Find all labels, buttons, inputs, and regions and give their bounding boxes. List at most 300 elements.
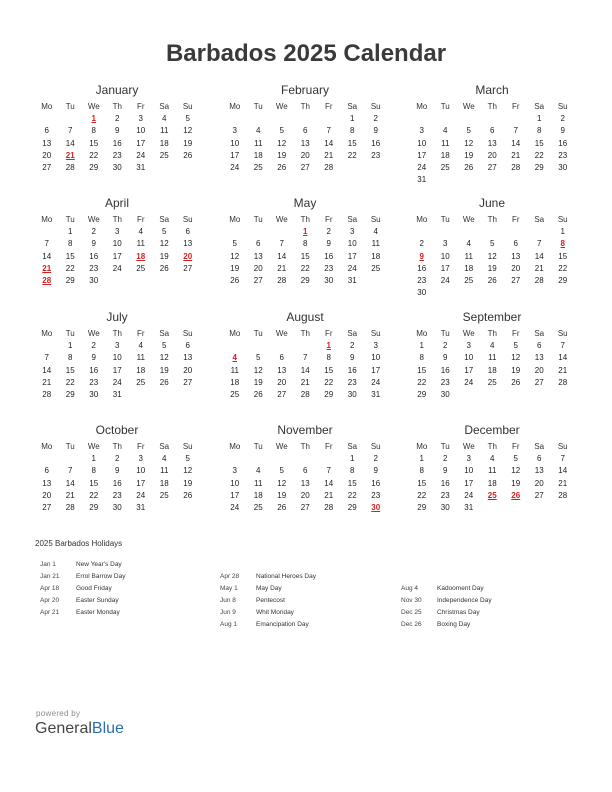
- weekday-header: Tu: [253, 329, 263, 338]
- month-march: [410, 83, 574, 186]
- holiday-name: Easter Monday: [76, 609, 120, 616]
- day: 28: [277, 275, 287, 285]
- day: 5: [185, 454, 190, 464]
- day: 28: [65, 162, 75, 172]
- empty-day: [223, 113, 247, 125]
- day: 18: [487, 365, 497, 375]
- day: 31: [347, 275, 357, 285]
- day: 30: [558, 162, 568, 172]
- day: 4: [490, 454, 495, 464]
- weekday-header: Mo: [41, 329, 53, 338]
- day: 25: [487, 377, 497, 387]
- day: 10: [136, 126, 146, 136]
- day: 29: [558, 275, 568, 285]
- day: 13: [300, 138, 310, 148]
- holiday-name: Good Friday: [76, 585, 112, 592]
- day: 4: [443, 126, 448, 136]
- holiday-day: 25: [487, 490, 497, 500]
- holiday-row: [401, 595, 492, 607]
- day: 2: [115, 114, 120, 124]
- weekday-header: We: [462, 329, 475, 338]
- day: 28: [558, 490, 568, 500]
- empty-day: [35, 340, 59, 352]
- day: 22: [347, 490, 357, 500]
- empty-day: [410, 113, 434, 125]
- empty-day: [434, 113, 458, 125]
- holiday-name: National Heroes Day: [256, 573, 316, 580]
- day: 21: [65, 490, 75, 500]
- day: 9: [91, 239, 96, 249]
- weekday-header: Th: [487, 442, 497, 451]
- day: 6: [303, 466, 308, 476]
- day: 24: [371, 377, 381, 387]
- day: 22: [89, 150, 99, 160]
- day: 27: [300, 162, 310, 172]
- weekday-header: Mo: [416, 442, 428, 451]
- day: 17: [136, 138, 146, 148]
- holiday-row: [401, 583, 492, 595]
- day: 17: [464, 478, 474, 488]
- day: 23: [89, 263, 99, 273]
- day: 13: [277, 365, 287, 375]
- month-name: May: [293, 196, 317, 210]
- day: 19: [159, 251, 169, 261]
- day: 26: [253, 389, 263, 399]
- day: 6: [279, 353, 284, 363]
- day: 17: [112, 251, 122, 261]
- empty-day: [481, 113, 505, 125]
- day: 19: [511, 365, 521, 375]
- day: 15: [534, 138, 544, 148]
- day: 24: [417, 162, 427, 172]
- day: 23: [371, 150, 381, 160]
- day: 16: [324, 251, 334, 261]
- weekday-header: Mo: [416, 215, 428, 224]
- day: 14: [558, 353, 568, 363]
- day: 8: [350, 466, 355, 476]
- empty-day: [294, 113, 318, 125]
- empty-day: [457, 113, 481, 125]
- day: 13: [534, 353, 544, 363]
- day: 2: [443, 341, 448, 351]
- day: 22: [534, 150, 544, 160]
- day: 16: [112, 478, 122, 488]
- day: 30: [347, 389, 357, 399]
- day: 27: [511, 275, 521, 285]
- day: 26: [464, 162, 474, 172]
- day: 13: [183, 353, 193, 363]
- day: 8: [68, 239, 73, 249]
- month-name: February: [280, 83, 330, 97]
- day: 8: [537, 126, 542, 136]
- day: 13: [300, 478, 310, 488]
- day: 29: [300, 275, 310, 285]
- day: 5: [232, 239, 237, 249]
- day: 22: [417, 377, 427, 387]
- day: 17: [417, 150, 427, 160]
- weekday-header: Su: [370, 442, 381, 451]
- weekday-header: Fr: [511, 215, 520, 224]
- weekday-header: Fr: [136, 329, 145, 338]
- weekday-header: Fr: [324, 329, 333, 338]
- powered-by-label: powered by: [36, 709, 81, 718]
- day: 15: [558, 251, 568, 261]
- weekday-header: Su: [370, 329, 381, 338]
- holiday-row: [220, 571, 316, 583]
- holiday-day: 1: [303, 227, 308, 237]
- day: 27: [534, 377, 544, 387]
- day: 14: [558, 466, 568, 476]
- weekday-header: Fr: [136, 442, 145, 451]
- holiday-name: Kadooment Day: [437, 585, 484, 592]
- day: 11: [488, 353, 497, 363]
- brand-blue: Blue: [91, 720, 124, 737]
- day: 3: [466, 454, 471, 464]
- weekday-header: Su: [370, 215, 381, 224]
- day: 2: [91, 227, 96, 237]
- holiday-date: Apr 18: [40, 585, 60, 592]
- day: 25: [440, 162, 450, 172]
- day: 25: [136, 377, 146, 387]
- month-july: [35, 310, 199, 401]
- holiday-date: Jun 9: [220, 609, 236, 616]
- day: 13: [534, 466, 544, 476]
- day: 23: [371, 490, 381, 500]
- weekday-header: We: [462, 215, 475, 224]
- day: 22: [324, 377, 334, 387]
- holidays-title: 2025 Barbados Holidays: [35, 539, 123, 548]
- day: 31: [112, 389, 122, 399]
- day: 10: [440, 251, 450, 261]
- holidays-column: [220, 571, 316, 631]
- day: 4: [138, 227, 143, 237]
- day: 9: [115, 466, 120, 476]
- day: 20: [42, 150, 52, 160]
- day: 16: [89, 251, 99, 261]
- weekday-header: Th: [300, 102, 310, 111]
- day: 30: [417, 288, 427, 298]
- day: 26: [277, 162, 287, 172]
- day: 15: [65, 251, 75, 261]
- day: 4: [466, 239, 471, 249]
- day: 21: [534, 263, 544, 273]
- day: 1: [419, 454, 424, 464]
- weekday-header: We: [275, 442, 288, 451]
- day: 24: [230, 502, 240, 512]
- empty-day: [223, 226, 247, 238]
- day: 6: [303, 126, 308, 136]
- weekday-header: Mo: [229, 442, 241, 451]
- day: 23: [440, 377, 450, 387]
- day: 25: [159, 490, 169, 500]
- holidays-column: [40, 559, 125, 619]
- weekday-header: Tu: [253, 442, 263, 451]
- day: 19: [487, 263, 497, 273]
- weekday-header: Sa: [159, 329, 170, 338]
- day: 17: [347, 251, 357, 261]
- day: 14: [42, 365, 52, 375]
- empty-day: [294, 340, 318, 352]
- weekday-header: Fr: [136, 215, 145, 224]
- day: 10: [136, 466, 146, 476]
- day: 16: [371, 138, 381, 148]
- day: 9: [91, 353, 96, 363]
- weekday-header: Su: [182, 102, 193, 111]
- day: 10: [230, 138, 240, 148]
- holiday-name: Errol Barrow Day: [76, 573, 126, 580]
- holiday-row: [401, 619, 492, 631]
- day: 26: [277, 502, 287, 512]
- day: 12: [230, 251, 240, 261]
- day: 13: [183, 239, 193, 249]
- month-name: November: [277, 423, 333, 437]
- day: 27: [183, 377, 193, 387]
- day: 12: [253, 365, 263, 375]
- day: 24: [464, 377, 474, 387]
- day: 24: [230, 162, 240, 172]
- day: 5: [162, 227, 167, 237]
- month-november: [223, 423, 387, 514]
- empty-day: [59, 113, 83, 125]
- day: 1: [350, 454, 355, 464]
- day: 21: [300, 377, 310, 387]
- day: 8: [350, 126, 355, 136]
- weekday-header: We: [462, 102, 475, 111]
- day: 11: [136, 353, 145, 363]
- day: 22: [300, 263, 310, 273]
- weekday-header: Mo: [229, 215, 241, 224]
- day: 30: [89, 275, 99, 285]
- holiday-day: 30: [371, 502, 381, 512]
- day: 29: [324, 389, 334, 399]
- day: 22: [89, 490, 99, 500]
- holiday-date: Jan 21: [40, 573, 60, 580]
- day: 7: [68, 466, 73, 476]
- day: 10: [371, 353, 381, 363]
- day: 26: [183, 490, 193, 500]
- holiday-day: 26: [511, 490, 521, 500]
- month-name: March: [475, 83, 509, 97]
- day: 27: [534, 490, 544, 500]
- day: 5: [490, 239, 495, 249]
- day: 8: [326, 353, 331, 363]
- month-name: December: [464, 423, 520, 437]
- day: 15: [324, 365, 334, 375]
- weekday-header: Su: [557, 215, 568, 224]
- day: 14: [534, 251, 544, 261]
- day: 16: [440, 365, 450, 375]
- day: 3: [419, 126, 424, 136]
- holidays-column: [401, 583, 492, 631]
- weekday-header: Th: [300, 215, 310, 224]
- day: 7: [560, 341, 565, 351]
- day: 15: [417, 365, 427, 375]
- day: 4: [256, 466, 261, 476]
- day: 15: [347, 138, 357, 148]
- day: 4: [490, 341, 495, 351]
- day: 4: [162, 454, 167, 464]
- day: 3: [232, 126, 237, 136]
- empty-day: [247, 453, 271, 465]
- day: 29: [417, 389, 427, 399]
- day: 18: [464, 263, 474, 273]
- empty-day: [223, 340, 247, 352]
- day: 7: [537, 239, 542, 249]
- weekday-header: Tu: [253, 215, 263, 224]
- day: 27: [300, 502, 310, 512]
- holiday-date: Aug 4: [401, 585, 418, 592]
- day: 5: [279, 126, 284, 136]
- day: 23: [112, 150, 122, 160]
- holiday-date: Apr 20: [40, 597, 60, 604]
- day: 27: [277, 389, 287, 399]
- day: 23: [112, 490, 122, 500]
- weekday-header: Th: [487, 329, 497, 338]
- day: 31: [136, 162, 146, 172]
- day: 17: [230, 490, 240, 500]
- weekday-header: Fr: [511, 329, 520, 338]
- weekday-header: Mo: [41, 102, 53, 111]
- day: 30: [112, 502, 122, 512]
- day: 1: [560, 227, 565, 237]
- day: 6: [537, 341, 542, 351]
- day: 7: [303, 353, 308, 363]
- month-january: [35, 83, 199, 174]
- day: 20: [511, 263, 521, 273]
- day: 1: [68, 341, 73, 351]
- day: 8: [303, 239, 308, 249]
- empty-day: [528, 226, 552, 238]
- day: 19: [253, 377, 263, 387]
- day: 26: [230, 275, 240, 285]
- day: 29: [534, 162, 544, 172]
- holiday-date: Apr 28: [220, 573, 240, 580]
- day: 5: [185, 114, 190, 124]
- weekday-header: We: [462, 442, 475, 451]
- weekday-header: We: [275, 215, 288, 224]
- holiday-day: 20: [183, 251, 193, 261]
- day: 17: [136, 478, 146, 488]
- day: 26: [159, 377, 169, 387]
- day: 27: [487, 162, 497, 172]
- empty-day: [247, 226, 271, 238]
- empty-day: [294, 453, 318, 465]
- day: 3: [115, 341, 120, 351]
- day: 8: [91, 126, 96, 136]
- day: 24: [112, 377, 122, 387]
- day: 21: [558, 365, 568, 375]
- day: 17: [464, 365, 474, 375]
- month-name: June: [478, 196, 506, 210]
- holiday-date: Nov 30: [401, 597, 422, 604]
- day: 10: [417, 138, 427, 148]
- day: 8: [419, 466, 424, 476]
- day: 31: [371, 389, 381, 399]
- day: 3: [138, 454, 143, 464]
- holiday-row: [220, 595, 316, 607]
- day: 2: [350, 341, 355, 351]
- holiday-name: New Year's Day: [76, 561, 122, 568]
- empty-day: [504, 113, 528, 125]
- day: 8: [68, 353, 73, 363]
- day: 1: [68, 227, 73, 237]
- day: 18: [230, 377, 240, 387]
- weekday-header: Th: [112, 215, 122, 224]
- weekday-header: Su: [557, 442, 568, 451]
- weekday-header: Mo: [229, 102, 241, 111]
- day: 19: [183, 138, 193, 148]
- empty-day: [223, 453, 247, 465]
- day: 21: [324, 150, 334, 160]
- day: 25: [371, 263, 381, 273]
- day: 1: [350, 114, 355, 124]
- holiday-day: 28: [42, 275, 52, 285]
- day: 12: [511, 353, 521, 363]
- month-may: [223, 196, 387, 287]
- weekday-header: We: [87, 102, 100, 111]
- day: 23: [324, 263, 334, 273]
- day: 16: [558, 138, 568, 148]
- day: 1: [91, 454, 96, 464]
- weekday-header: Tu: [253, 102, 263, 111]
- weekday-header: We: [87, 215, 100, 224]
- day: 16: [347, 365, 357, 375]
- brand-general: General: [35, 720, 92, 737]
- day: 17: [230, 150, 240, 160]
- day: 12: [464, 138, 474, 148]
- day: 10: [112, 239, 122, 249]
- day: 29: [65, 389, 75, 399]
- empty-day: [270, 226, 294, 238]
- holiday-day: 4: [232, 353, 237, 363]
- month-name: September: [462, 310, 522, 324]
- day: 19: [159, 365, 169, 375]
- weekday-header: Mo: [229, 329, 241, 338]
- weekday-header: Su: [557, 329, 568, 338]
- day: 20: [534, 365, 544, 375]
- day: 6: [490, 126, 495, 136]
- day: 9: [350, 353, 355, 363]
- empty-day: [434, 226, 458, 238]
- day: 25: [136, 263, 146, 273]
- day: 16: [417, 263, 427, 273]
- weekday-header: Sa: [347, 329, 358, 338]
- empty-day: [317, 113, 341, 125]
- day: 10: [347, 239, 357, 249]
- day: 12: [159, 353, 169, 363]
- day: 14: [42, 251, 52, 261]
- day: 14: [65, 478, 75, 488]
- weekday-header: Mo: [416, 329, 428, 338]
- weekday-header: Th: [487, 102, 497, 111]
- holiday-day: 1: [91, 114, 96, 124]
- day: 13: [511, 251, 521, 261]
- day: 2: [115, 454, 120, 464]
- month-october: [35, 423, 199, 514]
- day: 11: [441, 138, 450, 148]
- weekday-header: Su: [370, 102, 381, 111]
- holiday-day: 21: [42, 263, 52, 273]
- weekday-header: Tu: [65, 442, 75, 451]
- day: 27: [42, 502, 52, 512]
- day: 9: [560, 126, 565, 136]
- day: 25: [159, 150, 169, 160]
- weekday-header: Fr: [324, 215, 333, 224]
- day: 18: [487, 478, 497, 488]
- day: 21: [42, 377, 52, 387]
- day: 14: [324, 478, 334, 488]
- holiday-day: 18: [136, 251, 146, 261]
